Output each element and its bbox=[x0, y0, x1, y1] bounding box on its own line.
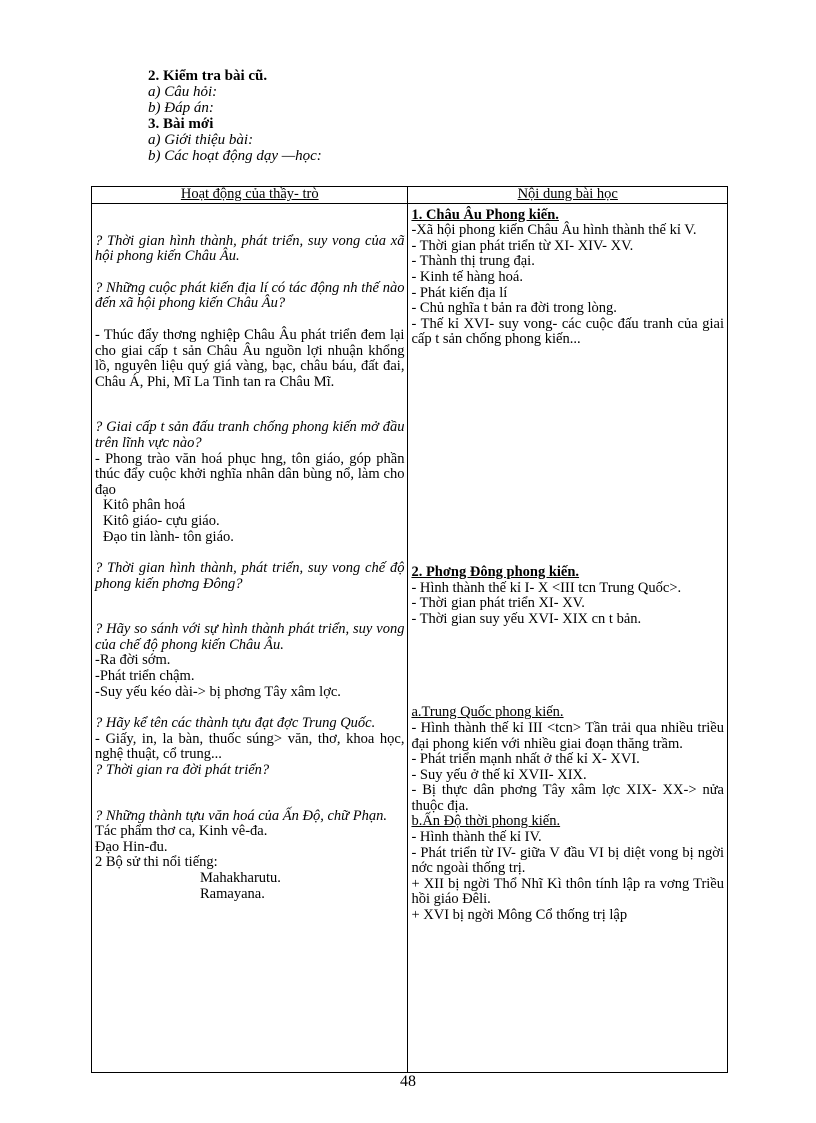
intro-section bbox=[148, 68, 548, 164]
answer-text: Tác phẩm thơ ca, Kinh vê-đa. bbox=[95, 823, 268, 840]
answer-text: - Phong trào văn hoá phục hng, tôn giáo, góp phần thúc đẩy cuộc khởi nghĩa nhân dân bùng nổ, làm cho đạo bbox=[95, 450, 405, 498]
content-text: - Phát triển mạnh nhất ở thế kỉ X- XVI. bbox=[411, 751, 640, 768]
header-lesson-content: Nội dung bài học bbox=[408, 187, 728, 204]
answer-text: Đạo tin lành- tôn giáo. bbox=[103, 528, 234, 545]
answer-text: -Phát triển chậm. bbox=[95, 668, 195, 685]
question-text: ? Giai cấp t sản đấu tranh chống phong kiến mở đầu trên lĩnh vực nào? bbox=[95, 419, 405, 451]
content-text: - Hình thành thế kỉ III <tcn> Tần trải qua nhiều triều đại phong kiến với nhiều giai đoạn thăng trầm. bbox=[411, 719, 724, 752]
subsection-heading: b.Ấn Độ thời phong kiến. bbox=[411, 813, 561, 830]
content-text: - Phát kiến địa lí bbox=[411, 284, 508, 301]
answer-label: b) Đáp án: bbox=[148, 100, 214, 116]
teaching-activities-label: b) Các hoạt động dạy —học: bbox=[148, 148, 322, 164]
answer-text: Ramayana. bbox=[200, 885, 265, 902]
heading-check-old-lesson: 2. Kiểm tra bài cũ. bbox=[148, 68, 268, 84]
section-heading: 1. Châu Âu Phong kiến. bbox=[411, 206, 559, 223]
question-text: ? Thời gian hình thành, phát triển, suy vong của xã hội phong kiến Châu Âu. bbox=[95, 232, 405, 265]
content-text: - Thời gian phát triển từ XI- XIV- XV. bbox=[411, 237, 634, 254]
answer-text: - Giấy, in, la bàn, thuốc súng> văn, thơ, khoa học, nghệ thuật, cổ trung... bbox=[95, 730, 405, 763]
content-text: -Xã hội phong kiến Châu Âu hình thành thế kỉ V. bbox=[411, 222, 697, 239]
question-text: ? Hãy so sánh với sự hình thành phát triển, suy vong của chế độ phong kiến Châu Âu. bbox=[95, 621, 405, 653]
activities-column bbox=[92, 203, 408, 1072]
heading-new-lesson: 3. Bài mới bbox=[148, 116, 214, 132]
content-text: - Thế kỉ XVI- suy vong- các cuộc đấu tranh của giai cấp t sản chống phong kiến... bbox=[411, 315, 724, 348]
content-text: + XII bị ngời Thổ Nhĩ Kì thôn tính lập ra vơng Triều hồi giáo Đêli. bbox=[411, 875, 724, 908]
section-heading: 2. Phơng Đông phong kiến. bbox=[411, 563, 580, 580]
answer-text: Kitô phân hoá bbox=[103, 497, 186, 514]
answer-text: -Suy yếu kéo dài-> bị phơng Tây xâm lợc. bbox=[95, 683, 341, 700]
content-text: - Phát triển từ IV- giữa V đầu VI bị diệt vong bị ngời nớc ngoài thống trị. bbox=[411, 844, 724, 877]
answer-text: Kitô giáo- cựu giáo. bbox=[103, 512, 220, 529]
content-text: - Thời gian phát triển XI- XV. bbox=[411, 595, 585, 612]
content-text: - Bị thực dân phơng Tây xâm lợc XIX- XX-> nửa thuộc địa. bbox=[411, 782, 724, 814]
content-text: - Thời gian suy yếu XVI- XIX cn t bản. bbox=[411, 610, 642, 627]
content-text: - Chủ nghĩa t bản ra đời trong lòng. bbox=[411, 300, 617, 317]
answer-text: - Thúc đẩy thơng nghiệp Châu Âu phát triển đem lại cho giai cấp t sản Châu Âu nguồn lợi nhuận khổng lồ, nguyên liệu quý giá vàng, bạc, châu báu, đất đai, Châu Á, Phi, Mĩ La Tinh tan ra Châu Mĩ. bbox=[95, 326, 405, 390]
content-text: - Hình thành thế kỉ IV. bbox=[411, 829, 542, 846]
answer-text: Đạo Hin-đu. bbox=[95, 838, 168, 855]
page-number: 48 bbox=[400, 1073, 416, 1090]
subsection-heading: a.Trung Quốc phong kiến. bbox=[411, 704, 564, 721]
question-text: ? Thời gian ra đời phát triển? bbox=[95, 762, 270, 779]
content-text: - Kinh tế hàng hoá. bbox=[411, 268, 523, 285]
question-text: ? Hãy kể tên các thành tựu đạt đợc Trung Quốc. bbox=[95, 715, 376, 732]
answer-text: 2 Bộ sử thi nổi tiếng: bbox=[95, 854, 218, 871]
answer-text: Mahakharutu. bbox=[200, 870, 281, 886]
lesson-intro-label: a) Giới thiệu bài: bbox=[148, 132, 254, 148]
content-text: - Suy yếu ở thế kỉ XVII- XIX. bbox=[411, 766, 587, 783]
question-text: ? Những cuộc phát kiến địa lí có tác động nh thế nào đến xã hội phong kiến Châu Âu? bbox=[95, 279, 405, 312]
question-label: a) Câu hỏi: bbox=[148, 84, 218, 100]
answer-text: -Ra đời sớm. bbox=[95, 652, 171, 669]
lesson-table bbox=[91, 186, 728, 1073]
content-column bbox=[408, 203, 728, 1072]
content-text: + XVI bị ngời Mông Cổ thống trị lập bbox=[411, 907, 628, 924]
question-text: ? Những thành tựu văn hoá của Ấn Độ, chữ Phạn. bbox=[95, 807, 387, 824]
content-text: - Hình thành thế kỉ I- X <III tcn Trung Quốc>. bbox=[411, 579, 682, 596]
content-text: - Thành thị trung đại. bbox=[411, 253, 535, 270]
header-teacher-student-activities: Hoạt động của thầy- trò bbox=[92, 187, 408, 204]
question-text: ? Thời gian hình thành, phát triển, suy vong chế độ phong kiến phơng Đông? bbox=[95, 560, 405, 592]
